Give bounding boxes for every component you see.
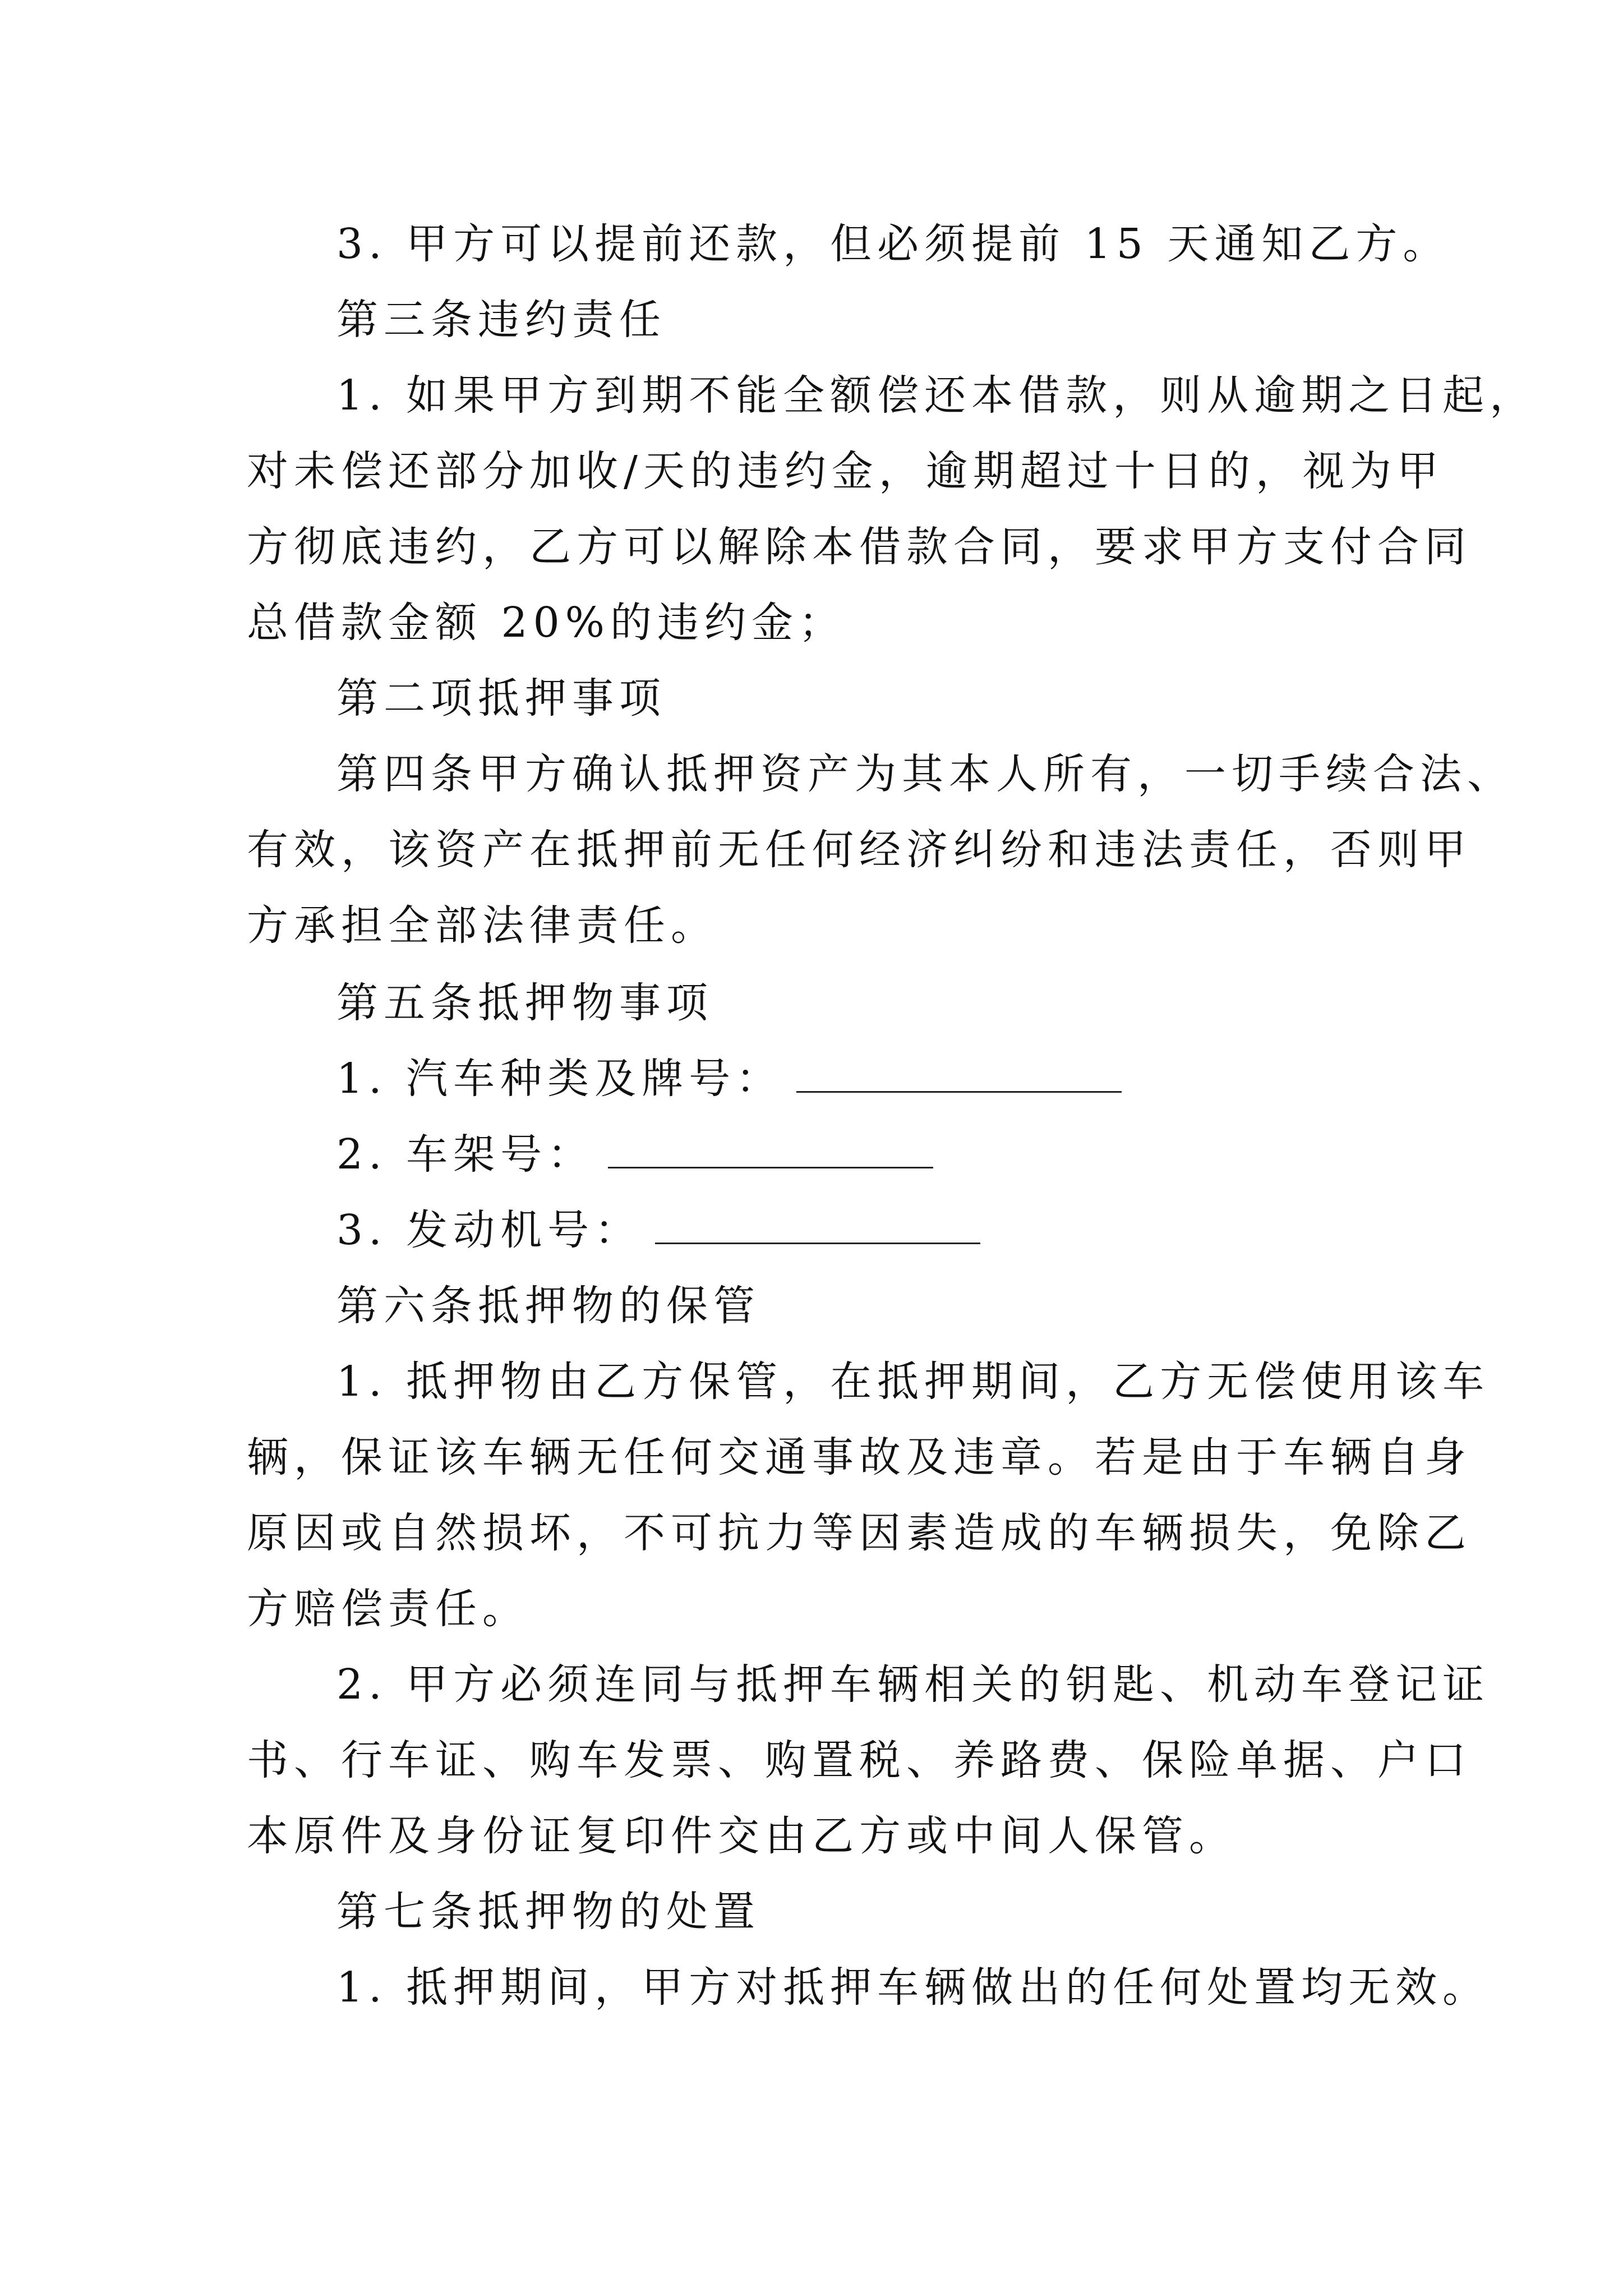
article-6-clause-1-line-3: 原因或自然损坏，不可抗力等因素造成的车辆损失，免除乙 bbox=[247, 1509, 1472, 1557]
article-7-clause-1: 1. 抵押期间，甲方对抵押车辆做出的任何处置均无效。 bbox=[336, 1963, 1490, 2012]
article-4-line-1: 第四条甲方确认抵押资产为其本人所有，一切手续合法、 bbox=[336, 750, 1514, 798]
engine-number-label: 3. 发动机号： bbox=[336, 1206, 642, 1254]
article-3-heading: 第三条违约责任 bbox=[336, 296, 666, 344]
frame-number-row bbox=[336, 1126, 933, 1182]
article-6-clause-2-line-2: 书、行车证、购车发票、购置税、养路费、保险单据、户口 bbox=[247, 1736, 1472, 1784]
article-6-clause-2-line-3: 本原件及身份证复印件交由乙方或中间人保管。 bbox=[247, 1812, 1236, 1860]
article-4-line-2: 有效，该资产在抵押前无任何经济纠纷和违法责任，否则甲 bbox=[247, 826, 1472, 874]
section-2-heading: 第二项抵押事项 bbox=[336, 674, 666, 723]
engine-number-blank bbox=[655, 1209, 980, 1244]
article-6-clause-1-line-4: 方赔偿责任。 bbox=[247, 1585, 529, 1633]
article-3-clause-1-line-4: 总借款金额 20%的违约金； bbox=[247, 599, 846, 647]
article-6-clause-2-line-1: 2. 甲方必须连同与抵押车辆相关的钥匙、机动车登记证 bbox=[336, 1660, 1490, 1709]
frame-number-blank bbox=[608, 1133, 933, 1168]
clause-3-early-repayment: 3. 甲方可以提前还款，但必须提前 15 天通知乙方。 bbox=[336, 220, 1450, 268]
article-6-heading: 第六条抵押物的保管 bbox=[336, 1282, 760, 1330]
article-3-clause-1-line-3: 方彻底违约，乙方可以解除本借款合同，要求甲方支付合同 bbox=[247, 523, 1472, 571]
vehicle-type-plate-row bbox=[336, 1051, 1122, 1107]
article-4-line-3: 方承担全部法律责任。 bbox=[247, 901, 718, 950]
engine-number-row bbox=[336, 1202, 980, 1258]
article-7-heading: 第七条抵押物的处置 bbox=[336, 1888, 760, 1936]
article-5-heading: 第五条抵押物事项 bbox=[336, 979, 713, 1027]
article-6-clause-1-line-1: 1. 抵押物由乙方保管，在抵押期间，乙方无偿使用该车 bbox=[336, 1358, 1490, 1406]
article-3-clause-1-line-1: 1. 如果甲方到期不能全额偿还本借款，则从逾期之日起， bbox=[336, 371, 1537, 420]
article-3-clause-1-line-2: 对未偿还部分加收/天的违约金，逾期超过十日的，视为甲 bbox=[247, 447, 1444, 495]
vehicle-type-plate-blank bbox=[796, 1057, 1122, 1093]
vehicle-type-plate-label: 1. 汽车种类及牌号： bbox=[336, 1055, 783, 1103]
frame-number-label: 2. 车架号： bbox=[336, 1130, 595, 1179]
article-6-clause-1-line-2: 辆，保证该车辆无任何交通事故及违章。若是由于车辆自身 bbox=[247, 1433, 1472, 1481]
